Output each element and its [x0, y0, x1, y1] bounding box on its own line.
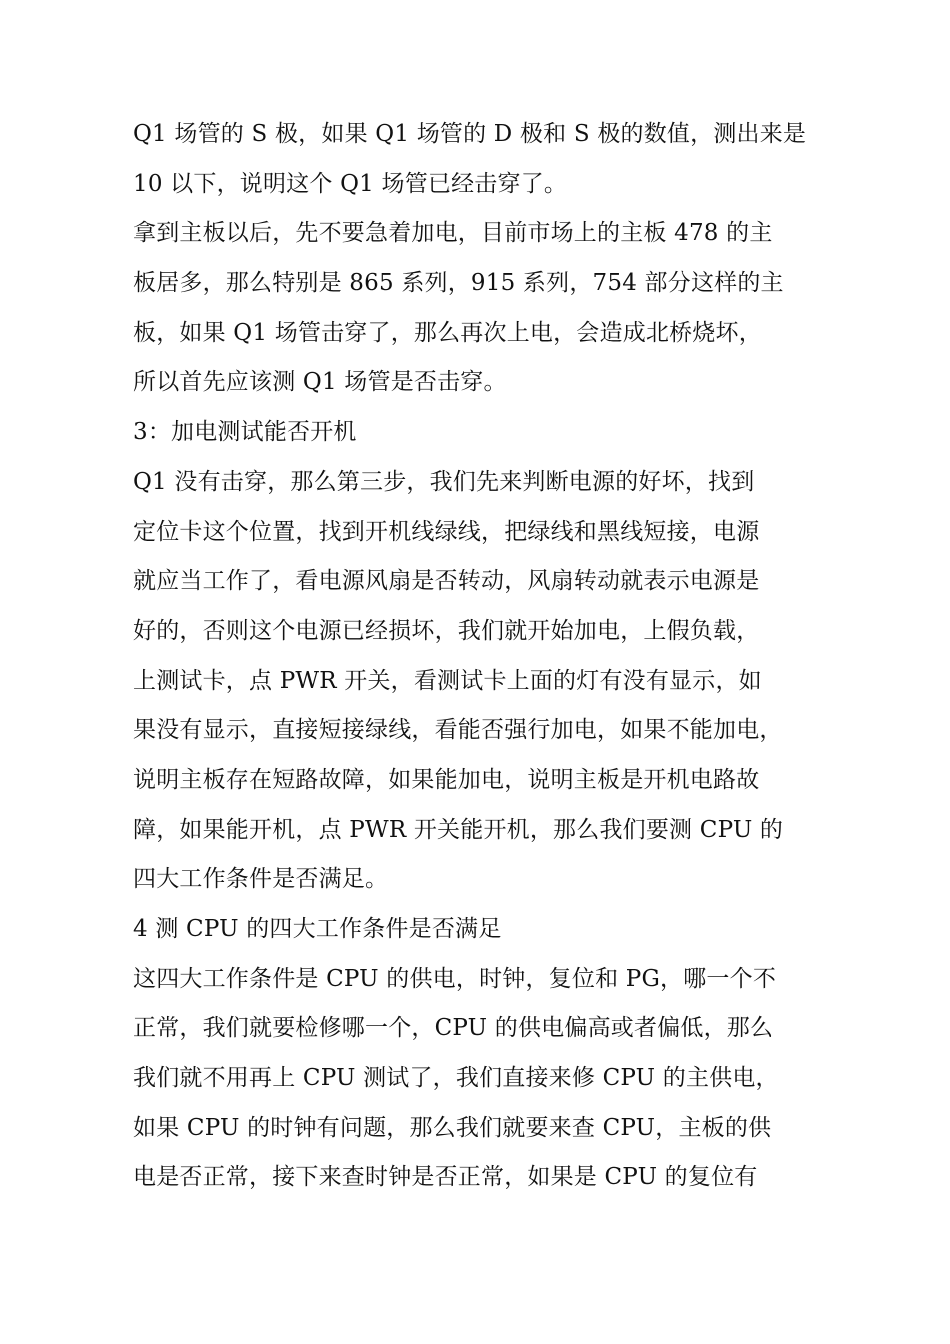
- text-line: 说明主板存在短路故障，如果能加电，说明主板是开机电路故: [133, 766, 760, 793]
- text-line: 拿到主板以后，先不要急着加电，目前市场上的主板 478 的主: [133, 220, 773, 247]
- text-line: 障，如果能开机，点 PWR 开关能开机，那么我们要测 CPU 的: [133, 816, 784, 843]
- text-line: Q1 场管的 S 极，如果 Q1 场管的 D 极和 S 极的数值，测出来是: [133, 121, 807, 147]
- text-line: 果没有显示，直接短接绿线，看能否强行加电，如果不能加电，: [133, 717, 783, 744]
- text-line: 我们就不用再上 CPU 测试了，我们直接来修 CPU 的主供电，: [133, 1065, 779, 1092]
- text-line: 上测试卡，点 PWR 开关，看测试卡上面的灯有没有显示，如: [133, 667, 762, 694]
- text-line: 就应当工作了，看电源风扇是否转动，风扇转动就表示电源是: [133, 568, 760, 595]
- document-body: [133, 110, 833, 1203]
- text-line: Q1 没有击穿，那么第三步，我们先来判断电源的好坏，找到: [133, 468, 755, 495]
- text-line: 好的，否则这个电源已经损坏，我们就开始加电，上假负载，: [133, 617, 760, 644]
- section-heading: 3：加电测试能否开机: [133, 419, 357, 446]
- text-line: 定位卡这个位置，找到开机线绿线，把绿线和黑线短接，电源: [133, 518, 760, 545]
- text-line: 四大工作条件是否满足。: [133, 866, 389, 893]
- text-line: 如果 CPU 的时钟有问题，那么我们就要来查 CPU，主板的供: [133, 1114, 772, 1141]
- section-heading: 4 测 CPU 的四大工作条件是否满足: [133, 916, 502, 942]
- text-line: 电是否正常，接下来查时钟是否正常，如果是 CPU 的复位有: [133, 1164, 758, 1191]
- text-line: 板居多，那么特别是 865 系列，915 系列，754 部分这样的主: [133, 270, 784, 297]
- text-line: 所以首先应该测 Q1 场管是否击穿。: [133, 369, 507, 396]
- text-line: 正常，我们就要检修哪一个，CPU 的供电偏高或者偏低，那么: [133, 1015, 774, 1042]
- text-line: 10 以下，说明这个 Q1 场管已经击穿了。: [133, 170, 568, 197]
- text-line: 板，如果 Q1 场管击穿了，那么再次上电，会造成北桥烧坏，: [133, 319, 762, 346]
- text-line: 这四大工作条件是 CPU 的供电，时钟，复位和 PG，哪一个不: [133, 965, 777, 992]
